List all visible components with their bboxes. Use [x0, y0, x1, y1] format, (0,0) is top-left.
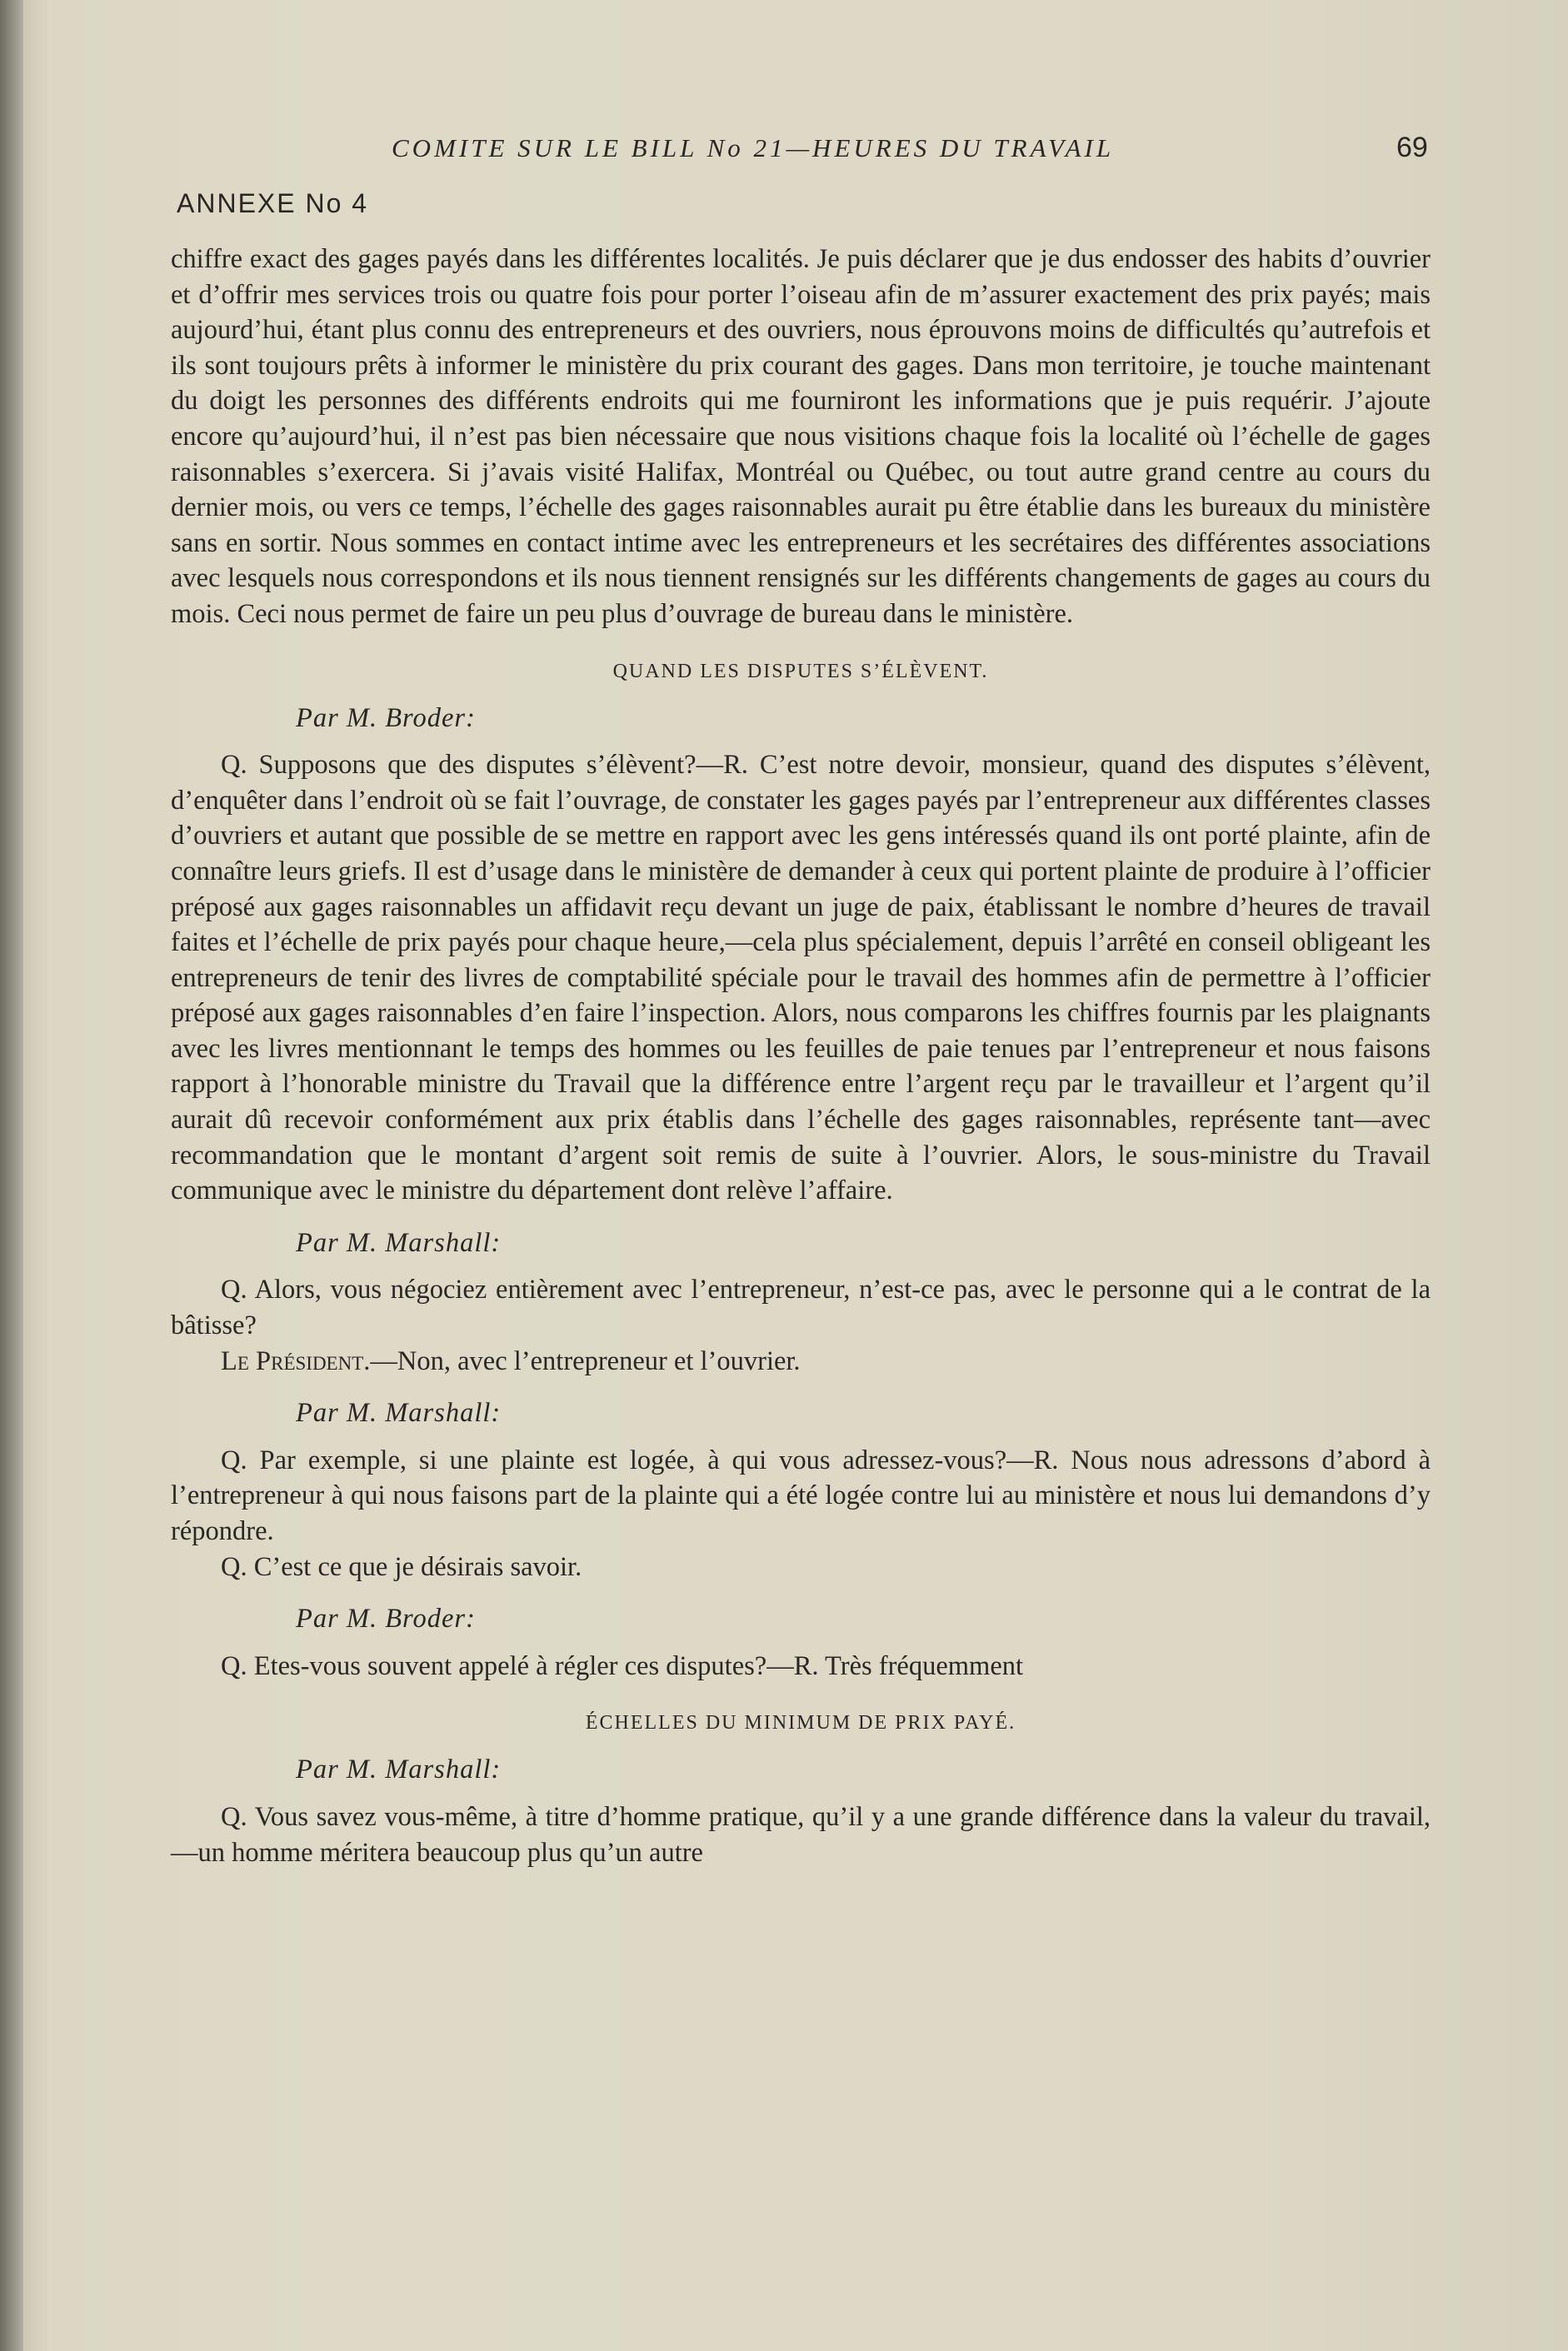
paragraph: Q. Supposons que des disputes s’élèvent?—R. C’est notre devoir, monsieur, quand des disputes s’élèvent, d’enquêter dans l’endroit où se fait l’ouvrage, de constater les gages payés par l’entrepreneur aux différentes classes d’ouvriers et autant que possible de se mettre en rapport avec les gens intéressés quand ils ont porté plainte, afin de connaître leurs griefs. Il est d’usage dans le ministère de demander à ceux qui portent plainte de produire à l’officier préposé aux gages raisonnables un affidavit reçu devant un juge de paix, établissant le nombre d’heures de travail faites et l’échelle de prix payés pour chaque heure,—cela plus spécialement, depuis l’arrêté en conseil obligeant les entrepreneurs de tenir des livres de comptabilité spéciale pour le travail des hommes afin de permettre à l’officier préposé aux gages raisonnables d’en faire l’inspection. Alors, nous comparons les chiffres fournis par les plaignants avec les livres mentionnant le temps des hommes ou les feuilles de paie tenues par l’entrepreneur et nous faisons rapport à l’honorable ministre du Travail que la différence entre l’argent reçu par le travailleur et l’argent qu’il aurait dû recevoir conformément aux prix établis dans l’échelle des gages raisonnables, représente tant—avec recommandation que le montant d’argent soit remis de suite à l’ouvrier. Alors, le sous-ministre du Travail communique avec le ministre du département dont relève l’affaire. — [171, 750, 1431, 1206]
running-head: COMITE SUR LE BILL No 21—HEURES DU TRAVAIL — [392, 133, 1115, 162]
binding-gutter — [0, 0, 23, 2351]
speaker-label: Par M. Marshall: — [296, 1398, 502, 1429]
paragraph: Q. C’est ce que je désirais savoir. — [221, 1551, 582, 1582]
section-heading: ÉCHELLES DU MINIMUM DE PRIX PAYÉ. — [585, 1712, 1016, 1735]
paragraph: Q. Alors, vous négociez entièrement avec l’entrepreneur, n’est-ce pas, avec le personne qui a le contrat de la bâtisse? — [171, 1275, 1431, 1341]
annexe-label: ANNEXE No 4 — [177, 188, 369, 218]
paragraph: chiffre exact des gages payés dans les différentes localités. Je puis déclarer que je dus endosser des habits d’ouvrier et d’offrir mes services trois ou quatre fois pour porter l’oiseau afin de m’assurer exactement des prix payés; mais aujourd’hui, étant plus connu des entrepreneurs et des ouvriers, nous éprouvons moins de difficultés qu’autrefois et ils sont toujours prêts à informer le ministère du prix courant des gages. Dans mon territoire, je touche maintenant du doigt les personnes des différents endroits qui me fourniront les informations que je puis requérir. J’ajoute encore qu’aujourd’hui, il n’est pas bien nécessaire que nous visitions chaque fois la localité où l’échelle de gages raisonnables s’exercera. Si j’avais visité Halifax, Montréal ou Québec, ou tout autre grand centre au cours du dernier mois, ou vers ce temps, l’échelle des gages raisonnables aurait pu être établie dans les bureaux du ministère sans en sortir. Nous sommes en contact intime avec les entrepreneurs et les secrétaires des différentes associations avec lesquels nous correspondons et ils nous tiennent rensignés sur les différents changements de gages au cours du mois. Ceci nous permet de faire un peu plus d’ouvrage de bureau dans le ministère. — [171, 244, 1431, 629]
speaker-label: Par M. Broder: — [296, 702, 476, 733]
section-heading: QUAND LES DISPUTES S’ÉLÈVENT. — [612, 660, 989, 682]
paragraph — [171, 1344, 1431, 1380]
paragraph: Q. Vous savez vous-même, à titre d’homme pratique, qu’il y a une grande différence dans la valeur du travail,—un homme méritera beaucoup plus qu’un autre — [171, 1801, 1431, 1868]
page-number: 69 — [1396, 132, 1428, 163]
speaker-label: Par M. Broder: — [296, 1604, 476, 1635]
paragraph: Q. Etes-vous souvent appelé à régler ces disputes?—R. Très fréquemment — [221, 1650, 1024, 1681]
paragraph: Q. Par exemple, si une plainte est logée, à qui vous adressez-vous?—R. Nous nous adressons d’abord à l’entrepreneur à qui nous faisons part de la plainte qui a été logée contre lui au ministère et nous lui demandons d’y répondre. — [171, 1445, 1431, 1546]
president-reply: .—Non, avec l’entrepreneur et l’ouvrier. — [363, 1345, 801, 1376]
speaker-label: Par M. Marshall: — [296, 1227, 502, 1258]
body-text — [171, 242, 1431, 1870]
speaker-label: Par M. Marshall: — [296, 1755, 502, 1785]
president-label: Le Président — [221, 1345, 364, 1376]
